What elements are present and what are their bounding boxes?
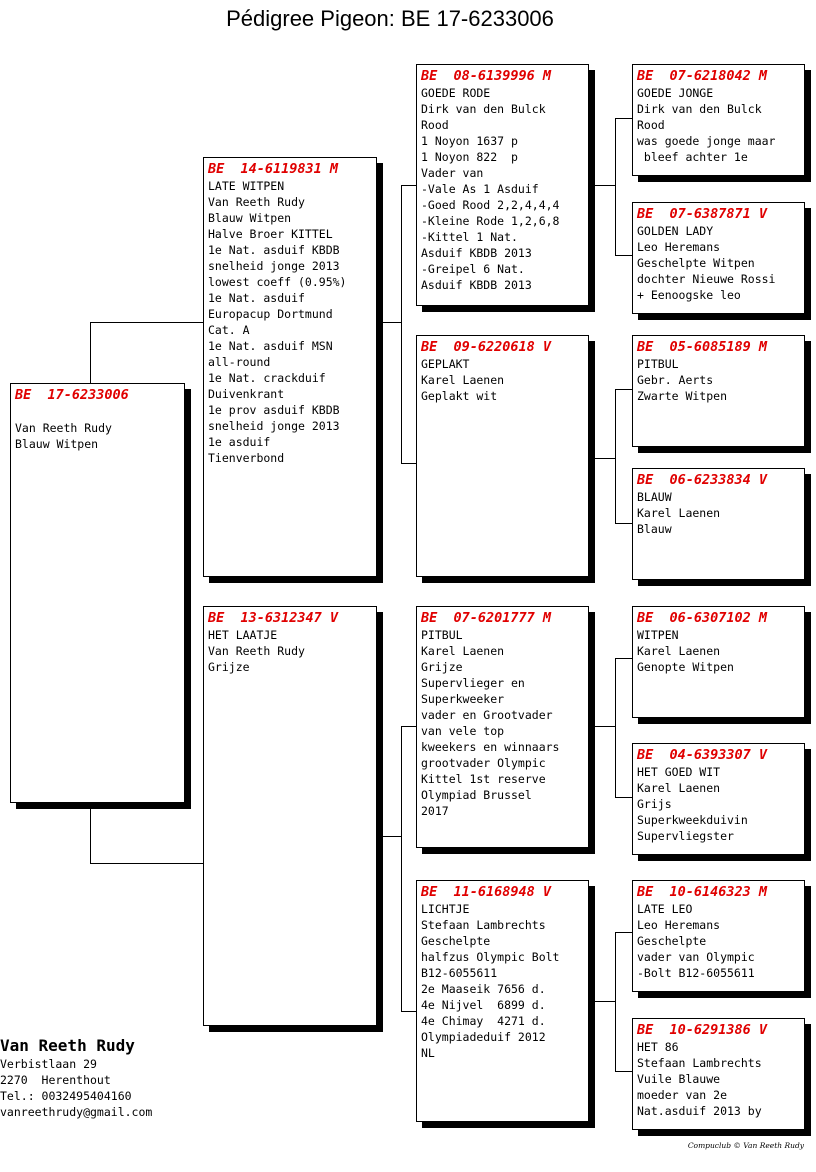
- pigeon-detail-line: 1e Nat. asduif KBDB: [208, 243, 340, 257]
- pigeon-detail-line: halfzus Olympic Bolt: [421, 950, 560, 964]
- pigeon-detail-line: Gebr. Aerts: [637, 373, 714, 387]
- pigeon-details: [637, 901, 800, 981]
- pigeon-card-mf: [416, 606, 589, 848]
- pigeon-detail-line: Karel Laenen: [421, 644, 505, 658]
- pigeon-detail-line: PITBUL: [637, 357, 679, 371]
- connector-line: [615, 658, 616, 797]
- connector-line: [401, 1011, 416, 1012]
- pigeon-detail-line: LATE WITPEN: [208, 179, 285, 193]
- ring-number: BE 11-6168948 V: [421, 884, 552, 900]
- pigeon-detail-line: Grijze: [421, 660, 463, 674]
- pigeon-details: [637, 627, 800, 675]
- connector-line: [615, 1071, 632, 1072]
- connector-line: [401, 726, 416, 727]
- pigeon-detail-line: 1e Nat. asduif MSN: [208, 339, 333, 353]
- pigeon-detail-line: Van Reeth Rudy: [15, 421, 112, 435]
- pigeon-detail-line: Genopte Witpen: [637, 660, 734, 674]
- pigeon-detail-line: snelheid jonge 2013: [208, 419, 340, 433]
- pigeon-detail-line: Superkweeker: [421, 692, 505, 706]
- ring-number: BE 17-6233006: [15, 387, 129, 403]
- pigeon-detail-line: Leo Heremans: [637, 918, 721, 932]
- connector-line: [595, 458, 615, 459]
- pigeon-detail-line: Rood: [421, 118, 449, 132]
- connector-line: [615, 523, 632, 524]
- pigeon-detail-line: -Kleine Rode 1,2,6,8: [421, 214, 560, 228]
- pigeon-detail-line: vader en Grootvader: [421, 708, 553, 722]
- pigeon-detail-line: BLAUW: [637, 490, 672, 504]
- pigeon-detail-line: van vele top: [421, 724, 505, 738]
- pigeon-detail-line: kweekers en winnaars: [421, 740, 560, 754]
- pigeon-detail-line: grootvader Olympic: [421, 756, 546, 770]
- connector-line: [615, 118, 616, 255]
- pigeon-detail-line: PITBUL: [421, 628, 463, 642]
- pigeon-detail-line: Nat.asduif 2013 by: [637, 1104, 762, 1118]
- pigeon-detail-line: Karel Laenen: [637, 781, 721, 795]
- connector-line: [615, 932, 632, 933]
- pigeon-card-fm: [416, 335, 589, 577]
- pigeon-details: [637, 85, 800, 165]
- pigeon-card-ffm: [632, 202, 805, 314]
- pigeon-detail-line: Van Reeth Rudy: [208, 644, 305, 658]
- pigeon-detail-line: all-round: [208, 355, 271, 369]
- pigeon-detail-line: dochter Nieuwe Rossi: [637, 272, 776, 286]
- pigeon-detail-line: LICHTJE: [421, 902, 470, 916]
- owner-street: Verbistlaan 29: [0, 1057, 97, 1071]
- pigeon-detail-line: HET 86: [637, 1040, 679, 1054]
- page-title: Pédigree Pigeon: BE 17-6233006: [226, 6, 554, 31]
- pigeon-details: [208, 627, 372, 675]
- connector-line: [90, 322, 203, 323]
- pigeon-detail-line: Geschelpte: [637, 934, 707, 948]
- pigeon-detail-line: Supervlieger en: [421, 676, 525, 690]
- connector-line: [615, 255, 632, 256]
- pigeon-card-mm: [416, 880, 589, 1122]
- pigeon-detail-line: Europacup Dortmund: [208, 307, 333, 321]
- connector-line: [615, 932, 616, 1071]
- connector-line: [90, 809, 91, 863]
- pigeon-detail-line: Vader van: [421, 166, 484, 180]
- ring-number: BE 06-6233834 V: [637, 472, 768, 488]
- pigeon-detail-line: Grijze: [208, 660, 250, 674]
- pigeon-detail-line: Duivenkrant: [208, 387, 285, 401]
- pigeon-detail-line: Olympiadeduif 2012: [421, 1030, 546, 1044]
- pigeon-card-mother: [203, 606, 377, 1026]
- pigeon-detail-line: -Goed Rood 2,2,4,4,4: [421, 198, 560, 212]
- connector-line: [383, 322, 401, 323]
- pigeon-detail-line: 2017: [421, 804, 449, 818]
- connector-line: [90, 863, 203, 864]
- pigeon-detail-line: GEPLAKT: [421, 357, 470, 371]
- connector-line: [615, 658, 632, 659]
- pigeon-detail-line: 4e Chimay 4271 d.: [421, 1014, 546, 1028]
- pigeon-detail-line: Rood: [637, 118, 665, 132]
- pigeon-detail-line: 1e Nat. crackduif: [208, 371, 326, 385]
- pigeon-detail-line: Van Reeth Rudy: [208, 195, 305, 209]
- pigeon-detail-line: NL: [421, 1046, 435, 1060]
- pigeon-detail-line: 1e prov asduif KBDB: [208, 403, 340, 417]
- ring-number: BE 07-6387871 V: [637, 206, 768, 222]
- pigeon-detail-line: Vuile Blauwe: [637, 1072, 721, 1086]
- pigeon-detail-line: Dirk van den Bulck: [421, 102, 546, 116]
- pigeon-details: [421, 356, 584, 404]
- pigeon-detail-line: 4e Nijvel 6899 d.: [421, 998, 546, 1012]
- pigeon-detail-line: GOEDE JONGE: [637, 86, 714, 100]
- pigeon-detail-line: Blauw Witpen: [208, 211, 292, 225]
- owner-block: [0, 1036, 152, 1120]
- pigeon-detail-line: + Eenoogske leo: [637, 288, 741, 302]
- pigeon-detail-line: vader van Olympic: [637, 950, 755, 964]
- pigeon-card-mmf: [632, 880, 805, 992]
- pigeon-detail-line: Geschelpte: [421, 934, 491, 948]
- pigeon-card-father: [203, 157, 377, 577]
- pigeon-detail-line: WITPEN: [637, 628, 679, 642]
- ring-number: BE 10-6291386 V: [637, 1022, 768, 1038]
- pigeon-card-mff: [632, 606, 805, 718]
- connector-line: [401, 185, 416, 186]
- pigeon-detail-line: GOEDE RODE: [421, 86, 491, 100]
- pigeon-detail-line: lowest coeff (0.95%): [208, 275, 347, 289]
- pigeon-detail-line: -Bolt B12-6055611: [637, 966, 755, 980]
- ring-number: BE 09-6220618 V: [421, 339, 552, 355]
- pigeon-detail-line: HET LAATJE: [208, 628, 278, 642]
- pigeon-detail-line: 1 Noyon 822 p: [421, 150, 518, 164]
- ring-number: BE 10-6146323 M: [637, 884, 768, 900]
- owner-name: Van Reeth Rudy: [0, 1036, 135, 1055]
- pigeon-detail-line: Leo Heremans: [637, 240, 721, 254]
- pigeon-details: [15, 420, 180, 452]
- pigeon-details: [637, 356, 800, 404]
- pigeon-details: [637, 764, 800, 844]
- pigeon-detail-line: Asduif KBDB 2013: [421, 278, 532, 292]
- pigeon-detail-line: LATE LEO: [637, 902, 693, 916]
- pigeon-detail-line: Geschelpte Witpen: [637, 256, 755, 270]
- connector-line: [595, 185, 615, 186]
- pigeon-card-fff: [632, 64, 805, 176]
- connector-line: [383, 836, 401, 837]
- connector-line: [401, 463, 416, 464]
- pigeon-detail-line: Olympiad Brussel: [421, 788, 532, 802]
- pigeon-card-mmm: [632, 1018, 805, 1130]
- pigeon-detail-line: Karel Laenen: [637, 506, 721, 520]
- connector-line: [615, 389, 632, 390]
- pigeon-detail-line: Geplakt wit: [421, 389, 498, 403]
- pigeon-detail-line: GOLDEN LADY: [637, 224, 714, 238]
- pigeon-detail-line: B12-6055611: [421, 966, 498, 980]
- owner-phone: Tel.: 0032495404160: [0, 1089, 132, 1103]
- pigeon-card-ff: [416, 64, 589, 306]
- connector-line: [401, 185, 402, 463]
- pigeon-detail-line: -Greipel 6 Nat.: [421, 262, 525, 276]
- pigeon-detail-line: was goede jonge maar: [637, 134, 776, 148]
- pigeon-detail-line: Karel Laenen: [637, 644, 721, 658]
- connector-line: [615, 389, 616, 523]
- pigeon-card-fmf: [632, 335, 805, 447]
- ring-number: BE 13-6312347 V: [208, 610, 339, 626]
- ring-number: BE 04-6393307 V: [637, 747, 768, 763]
- pigeon-detail-line: Halve Broer KITTEL: [208, 227, 333, 241]
- owner-city: 2270 Herenthout: [0, 1073, 111, 1087]
- pigeon-detail-line: Blauw Witpen: [15, 437, 99, 451]
- pigeon-detail-line: 1e Nat. asduif: [208, 291, 305, 305]
- pigeon-details: [208, 178, 372, 466]
- connector-line: [615, 797, 632, 798]
- ring-number: BE 14-6119831 M: [208, 161, 339, 177]
- pigeon-details: [421, 627, 584, 819]
- pigeon-detail-line: Supervliegster: [637, 829, 734, 843]
- footer-credit: Compuclub © Van Reeth Rudy: [687, 1141, 804, 1150]
- pigeon-detail-line: Blauw: [637, 522, 672, 536]
- ring-number: BE 08-6139996 M: [421, 68, 552, 84]
- pigeon-detail-line: Dirk van den Bulck: [637, 102, 762, 116]
- pigeon-details: [421, 85, 584, 293]
- connector-line: [595, 1001, 615, 1002]
- owner-email: vanreethrudy@gmail.com: [0, 1105, 153, 1119]
- connector-line: [615, 118, 632, 119]
- pigeon-detail-line: Zwarte Witpen: [637, 389, 728, 403]
- pigeon-details: [421, 901, 584, 1061]
- pigeon-detail-line: -Vale As 1 Asduif: [421, 182, 539, 196]
- pigeon-detail-line: Grijs: [637, 797, 672, 811]
- pigeon-detail-line: moeder van 2e: [637, 1088, 728, 1102]
- pigeon-detail-line: bleef achter 1e: [637, 150, 748, 164]
- pigeon-detail-line: Stefaan Lambrechts: [421, 918, 546, 932]
- pigeon-details: [637, 1039, 800, 1119]
- connector-line: [90, 322, 91, 383]
- pigeon-detail-line: Cat. A: [208, 323, 250, 337]
- ring-number: BE 06-6307102 M: [637, 610, 768, 626]
- pigeon-detail-line: Karel Laenen: [421, 373, 505, 387]
- pigeon-detail-line: snelheid jonge 2013: [208, 259, 340, 273]
- connector-line: [595, 726, 615, 727]
- pigeon-detail-line: Tienverbond: [208, 451, 285, 465]
- pigeon-card-mfm: [632, 743, 805, 855]
- pigeon-detail-line: -Kittel 1 Nat.: [421, 230, 518, 244]
- pigeon-card-subject: [10, 383, 185, 803]
- pigeon-detail-line: Asduif KBDB 2013: [421, 246, 532, 260]
- ring-number: BE 07-6201777 M: [421, 610, 552, 626]
- pigeon-detail-line: 2e Maaseik 7656 d.: [421, 982, 546, 996]
- pigeon-detail-line: Kittel 1st reserve: [421, 772, 546, 786]
- pigeon-details: [637, 489, 800, 537]
- pigeon-card-fmm: [632, 468, 805, 580]
- pigeon-detail-line: HET GOED WIT: [637, 765, 721, 779]
- ring-number: BE 05-6085189 M: [637, 339, 768, 355]
- pigeon-detail-line: 1e asduif: [208, 435, 271, 449]
- ring-number: BE 07-6218042 M: [637, 68, 768, 84]
- connector-line: [401, 726, 402, 1011]
- pigeon-detail-line: Superkweekduivin: [637, 813, 748, 827]
- pigeon-detail-line: Stefaan Lambrechts: [637, 1056, 762, 1070]
- pigeon-details: [637, 223, 800, 303]
- pigeon-detail-line: 1 Noyon 1637 p: [421, 134, 518, 148]
